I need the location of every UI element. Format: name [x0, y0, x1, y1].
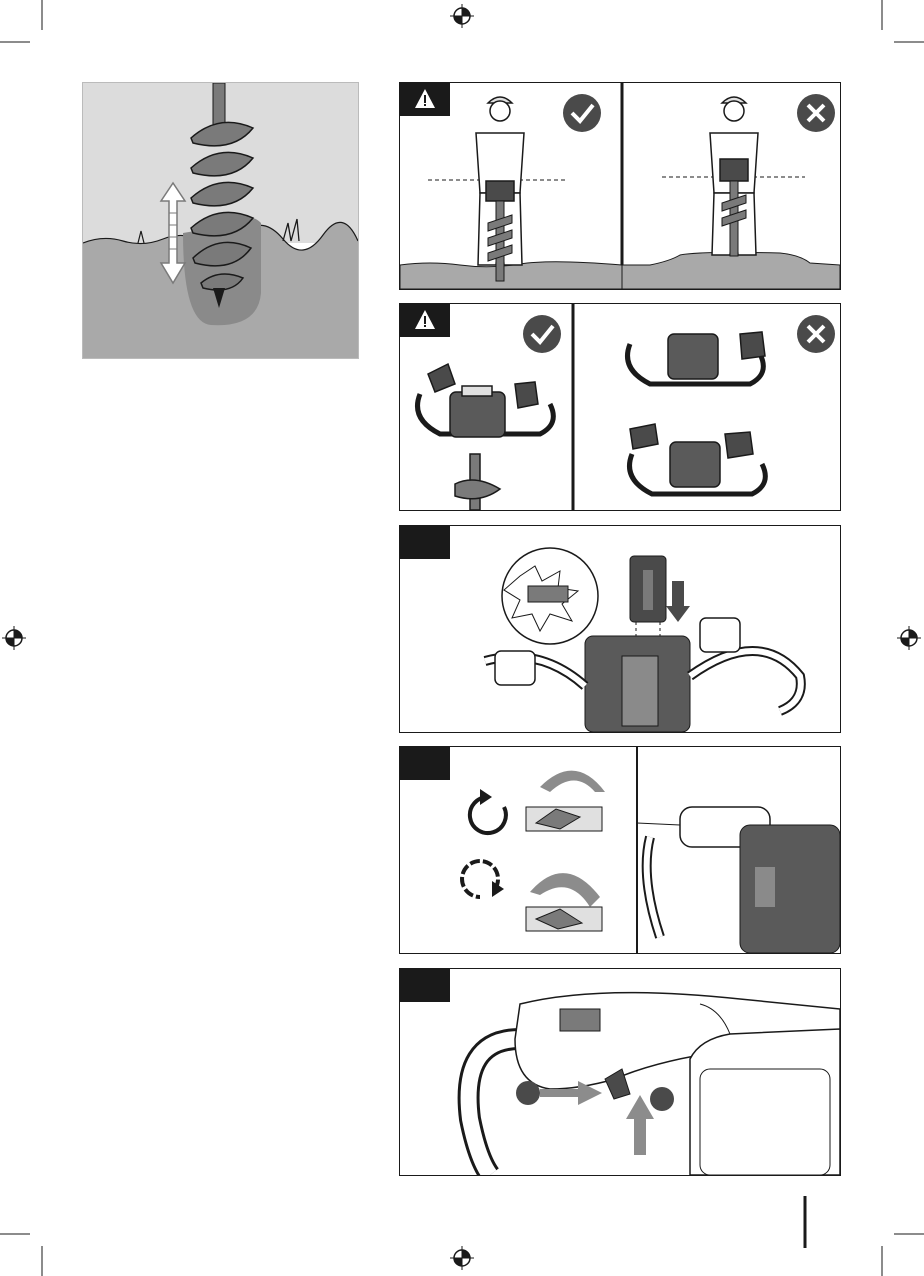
registration-mark-left [2, 626, 26, 650]
rotate-ccw-icon [470, 797, 506, 833]
battery-panel [399, 525, 841, 733]
auger-in-soil-illustration [83, 83, 358, 358]
rotation-panel [399, 746, 841, 954]
grip-illustration [400, 304, 840, 510]
trigger-panel [399, 968, 841, 1176]
trigger-lock-illustration [400, 969, 840, 1175]
grip-panel [399, 303, 841, 511]
auger-soil-panel [82, 82, 359, 359]
check-icon [563, 94, 601, 132]
check-icon [523, 315, 561, 353]
operator-height-illustration [400, 83, 840, 289]
battery-insertion-illustration [400, 526, 840, 732]
registration-mark-right [897, 626, 921, 650]
registration-mark-bottom [450, 1246, 474, 1270]
operator-height-panel [399, 82, 841, 290]
rotation-switch-illustration [400, 747, 840, 953]
registration-mark-top [450, 4, 474, 28]
